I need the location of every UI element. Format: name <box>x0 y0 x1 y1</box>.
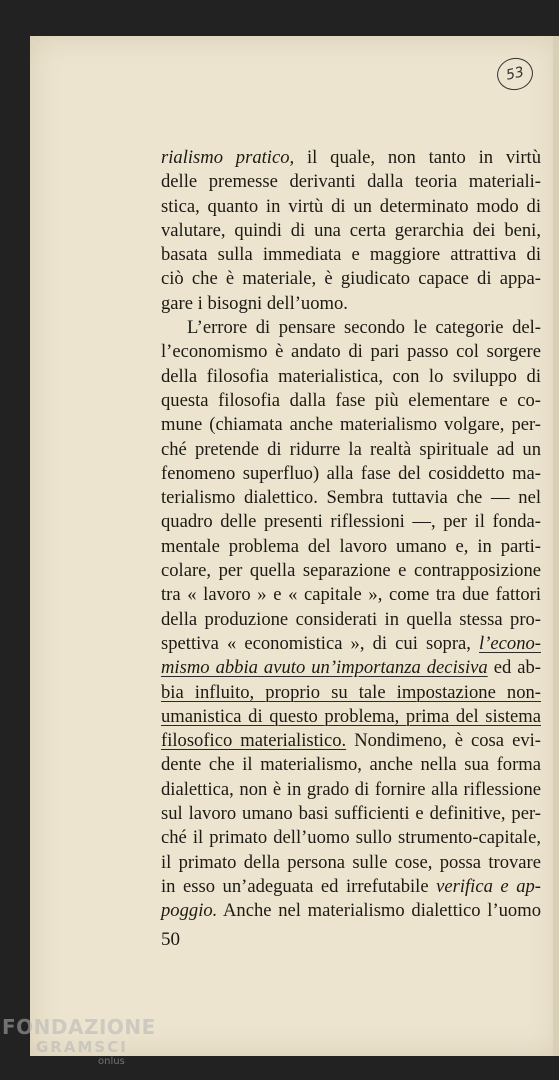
text-line: quadro delle presenti riflessioni —, per il fonda- <box>161 511 541 533</box>
text-line: delle premesse derivanti dalla teoria materiali- <box>161 171 541 193</box>
fondazione-gramsci-watermark: FONDAZIONE GRAMSCI onlus <box>2 1015 156 1067</box>
text-line: mentale problema del lavoro umano e, in parti- <box>161 535 541 557</box>
text-line: rialismo pratico, il quale, non tanto in virtù <box>161 147 541 168</box>
text-line: terialismo dialettico. Sembra tuttavia che — nel <box>161 487 541 509</box>
text-line: in esso un’adeguata ed irrefutabile verifica e ap- <box>161 875 541 897</box>
text-line: della filosofia materialistica, con lo sviluppo di <box>161 365 541 387</box>
body-text <box>161 146 541 924</box>
text-line: mismo abbia avuto un’importanza decisiva ed ab- <box>161 657 541 679</box>
text-line: ciò che è materiale, è giudicato capace di appa- <box>161 268 541 290</box>
text-line: valutare, quindi di una certa gerarchia dei beni, <box>161 219 541 241</box>
text-line: dente che il materialismo, anche nella sua forma <box>161 754 541 776</box>
text-line: mune (chiamata anche materialismo volgare, per- <box>161 414 541 436</box>
underlined-passage: mismo abbia avuto un’importanza decisiva <box>161 657 488 679</box>
text-line: gare i bisogni dell’uomo. <box>161 292 348 314</box>
text-line: filosofico materialistico. Nondimeno, è cosa evi- <box>161 730 541 752</box>
text-line <box>161 681 541 705</box>
text-line: della produzione considerati in quella stessa pro- <box>161 608 541 630</box>
underlined-passage: l’econo- <box>479 632 541 654</box>
page-content <box>30 36 559 1056</box>
underlined-passage: bia influito, proprio su tale impostazione non- <box>161 681 541 703</box>
text-line: colare, per quella separazione e contrapposizione <box>161 560 541 582</box>
text-line: tra « lavoro » e « capitale », come tra due fattori <box>161 584 541 606</box>
text-line: il primato della persona sulle cose, possa trovare <box>161 851 541 873</box>
circled-page-annotation: 53 <box>494 55 536 94</box>
text-line: L’errore di pensare secondo le categorie del- <box>187 317 541 339</box>
text-line: sul lavoro umano basi sufficienti e definitive, per- <box>161 803 541 825</box>
underlined-passage: umanistica di questo problema, prima del sistema <box>161 705 541 727</box>
text-line: l’economismo è andato di pari passo col sorgere <box>161 341 541 363</box>
text-line: basata sulla immediata e maggiore attrattiva di <box>161 244 541 266</box>
text-line: poggio. Anche nel materialismo dialettico l’uomo <box>161 900 541 922</box>
text-line: ché il primato dell’uomo sullo strumento-capitale, <box>161 827 541 849</box>
underlined-passage: filosofico materialistico. <box>161 730 347 752</box>
text-line: fenomeno superfluo) alla fase del cosiddetto ma- <box>161 462 541 484</box>
text-line: questa filosofia dalla fase più elementare e co- <box>161 389 541 411</box>
text-line: ché pretende di ridurre la realtà spirituale ad un <box>161 438 541 460</box>
text-line: dialettica, non è in grado di fornire alla riflessione <box>161 778 541 800</box>
text-line: stica, quanto in virtù di un determinato modo di <box>161 195 541 217</box>
text-line: spettiva « economistica », di cui sopra, l’econo- <box>161 632 541 654</box>
page-number: 50 <box>161 929 180 950</box>
text-line <box>161 705 541 729</box>
